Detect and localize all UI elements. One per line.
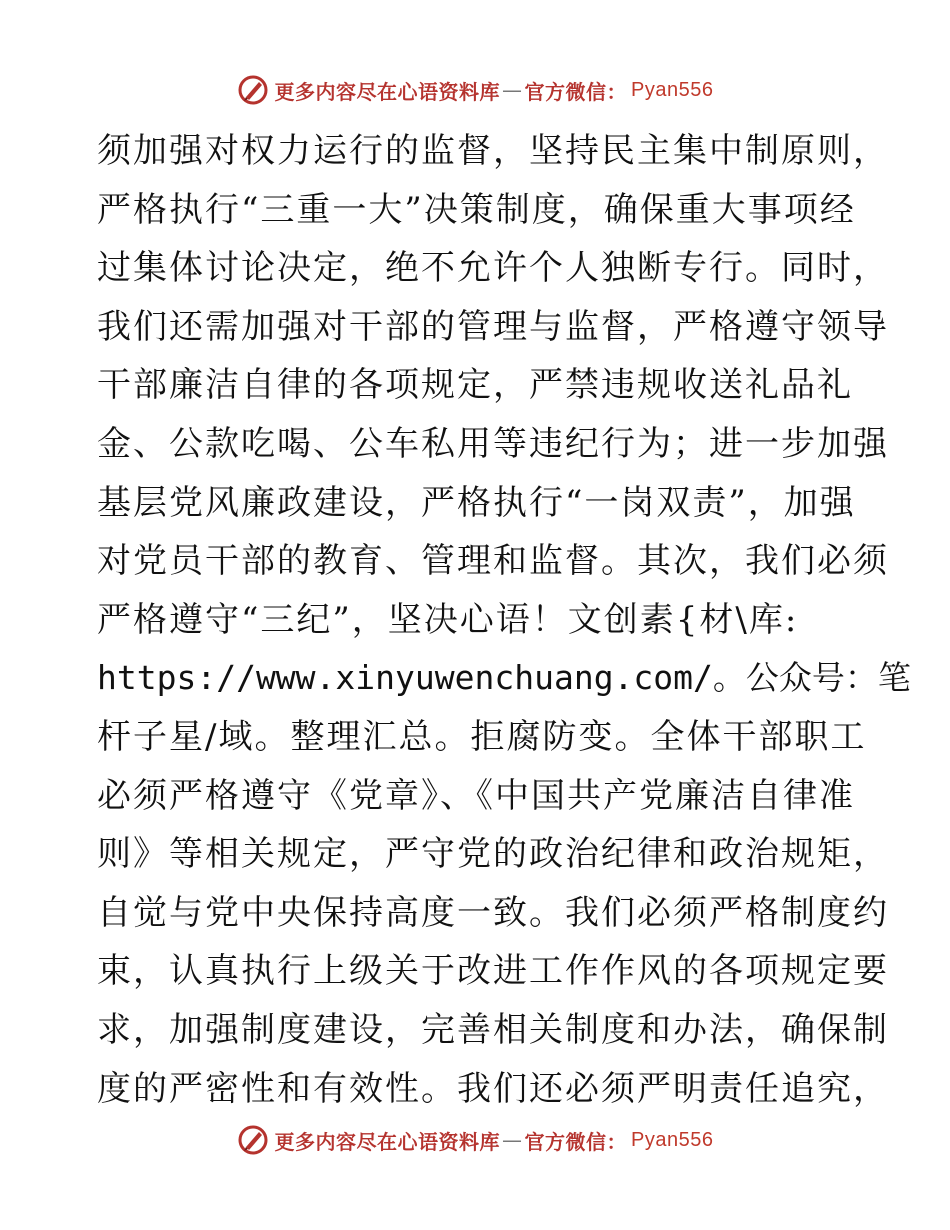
body-line-4: 我们还需加强对干部的管理与监督，严格遵守领导: [97, 306, 889, 347]
body-line-15: 束，认真执行上级关于改进工作作风的各项规定要: [97, 951, 889, 992]
pen-logo-icon: [237, 1124, 269, 1156]
body-line-5: 干部廉洁自律的各项规定，严禁违规收送礼品礼: [97, 365, 853, 406]
body-line-6: 金、公款吃喝、公车私用等违纪行为；进一步加强: [97, 423, 889, 464]
footer-wechat-label: 官方微信：: [524, 1129, 628, 1154]
footer-wechat-id: Pyan556: [631, 1128, 714, 1151]
footer-brand-text: 更多内容尽在心语资料库: [274, 1129, 501, 1154]
body-line-7: 基层党风廉政建设，严格执行“一岗双责”，加强: [97, 482, 856, 523]
body-line-9: 严格遵守“三纪”，坚决心语！文创素{材\库:: [97, 599, 799, 640]
header-brand-text: 更多内容尽在心语资料库: [274, 79, 501, 104]
pen-logo-icon: [237, 74, 269, 106]
footer-separator: —: [502, 1128, 523, 1152]
header-watermark-banner: [0, 70, 950, 110]
body-line-10: https://www.xinyuwenchuang.com/。公众号：笔: [97, 658, 911, 698]
body-line-11: 杆子星/域。整理汇总。拒腐防变。全体干部职工: [97, 716, 867, 757]
body-line-12: 必须严格遵守《党章》、《中国共产党廉洁自律准: [97, 775, 855, 816]
body-line-3: 过集体讨论决定，绝不允许个人独断专行。同时，: [97, 248, 889, 289]
header-separator: —: [502, 78, 523, 102]
document-body: [97, 122, 911, 1118]
header-wechat-label: 官方微信：: [524, 79, 628, 104]
header-wechat-id: Pyan556: [631, 78, 714, 101]
body-line-14: 自觉与党中央保持高度一致。我们必须严格制度约: [97, 892, 889, 933]
body-line-16: 求，加强制度建设，完善相关制度和办法，确保制: [97, 1009, 889, 1050]
footer-watermark-banner: [0, 1120, 950, 1160]
body-line-17: 度的严密性和有效性。我们还必须严明责任追究，: [97, 1068, 889, 1109]
body-line-1: 须加强对权力运行的监督，坚持民主集中制原则，: [97, 131, 889, 171]
body-line-13: 则》等相关规定，严守党的政治纪律和政治规矩，: [97, 834, 889, 875]
body-line-8: 对党员干部的教育、管理和监督。其次，我们必须: [97, 541, 889, 582]
body-line-2: 严格执行“三重一大”决策制度，确保重大事项经: [97, 189, 856, 230]
